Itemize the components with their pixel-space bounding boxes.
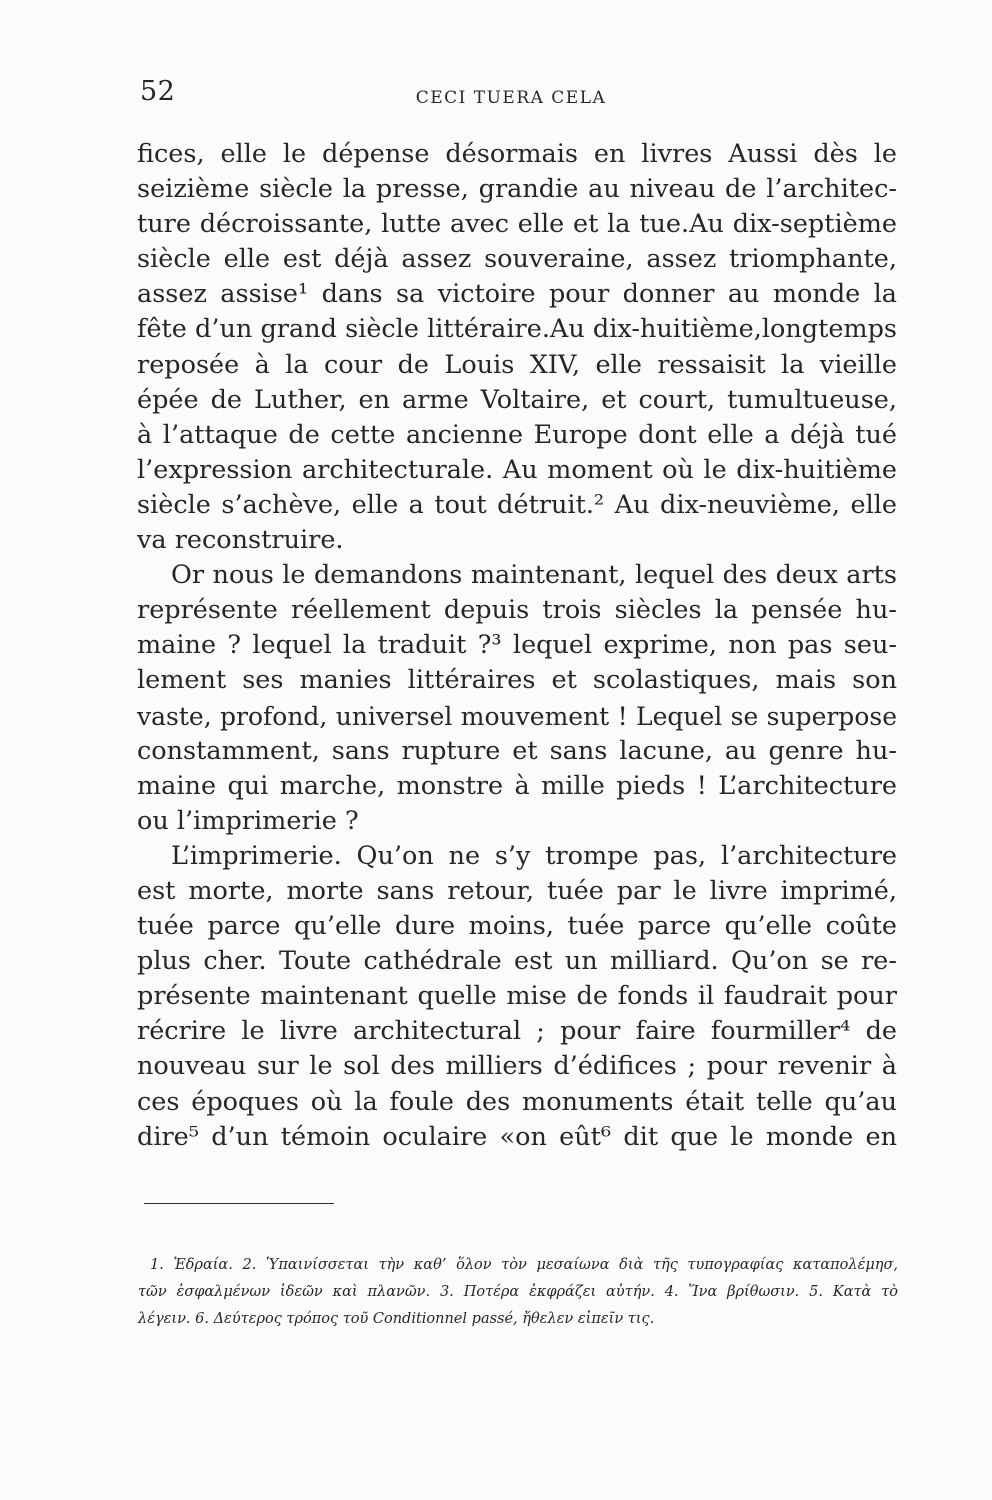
text-line: l’expression architecturale. Au moment où le dix-huitième xyxy=(137,454,897,485)
body-text xyxy=(137,137,897,1155)
text-line: va reconstruire. xyxy=(137,525,344,556)
text-line: fête d’un grand siècle littéraire.Au dix-huitième,longtemps xyxy=(137,314,897,345)
footnotes xyxy=(138,1252,898,1333)
text-line: fices, elle le dépense désormais en livres Aussi dès le xyxy=(137,139,897,169)
text-line: lement ses manies littéraires et scolastiques, mais son xyxy=(137,665,897,696)
text-line: maine ? lequel la traduit ?³ lequel exprime, non pas seu- xyxy=(137,630,897,661)
text-line: vaste, profond, universel mouvement ! Lequel se superpose xyxy=(137,701,897,731)
text-line: L’imprimerie. Qu’on ne s’y trompe pas, l’architecture xyxy=(171,840,897,871)
text-line: ces époques où la foule des monuments était telle qu’au xyxy=(137,1086,897,1117)
text-line: Or nous le demandons maintenant, lequel des deux arts xyxy=(171,560,897,591)
text-line: siècle s’achève, elle a tout détruit.² Au dix-neuvième, elle xyxy=(137,489,897,520)
footnote-separator xyxy=(144,1203,334,1204)
text-line: à l’attaque de cette ancienne Europe dont elle a déjà tué xyxy=(137,419,897,450)
text-line: présente maintenant quelle mise de fonds il faudrait pour xyxy=(137,981,897,1012)
text-line: plus cher. Toute cathédrale est un milliard. Qu’on se re- xyxy=(137,946,897,977)
text-line: dire⁵ d’un témoin oculaire «on eût⁶ dit que le monde en xyxy=(137,1121,897,1152)
text-line: récrire le livre architectural ; pour faire fourmiller⁴ de xyxy=(137,1016,897,1047)
footnote-line: λέγειν. 6. Δεύτερος τρόπος τοῦ Conditionnel passé, ἤθελεν εἰπεῖν τις. xyxy=(138,1311,655,1327)
paragraph xyxy=(137,137,897,558)
text-line: ture décroissante, lutte avec elle et la tue.Au dix-septième xyxy=(137,209,897,240)
text-line: maine qui marche, monstre à mille pieds ! L’architecture xyxy=(137,770,897,801)
text-line: ou l’imprimerie ? xyxy=(137,805,359,836)
text-line: épée de Luther, en arme Voltaire, et court, tumultueuse, xyxy=(137,384,897,415)
text-line: assez assise¹ dans sa victoire pour donner au monde la xyxy=(137,279,897,310)
running-head: CECI TUERA CELA xyxy=(415,88,607,108)
text-line: constamment, sans rupture et sans lacune, au genre hu- xyxy=(137,735,897,766)
text-line: tuée parce qu’elle dure moins, tuée parce qu’elle coûte xyxy=(137,911,897,942)
text-line: siècle elle est déjà assez souveraine, assez triomphante, xyxy=(137,244,897,275)
text-line: représente réellement depuis trois siècles la pensée hu- xyxy=(137,595,897,626)
paragraph xyxy=(137,558,897,839)
footnote-line: τῶν ἐσφαλμένων ἰδεῶν καὶ πλανῶν. 3. Ποτέρα ἐκφράζει αὐτήν. 4. Ἵνα βρίθωσιν. 5. Κατὰ τὸ xyxy=(138,1284,898,1300)
text-line: seizième siècle la presse, grandie au niveau de l’architec- xyxy=(137,174,897,205)
paragraph xyxy=(137,839,897,1155)
footnote-line: 1. Ἑδραία. 2. Ὑπαινίσσεται τὴν καθ’ ὅλον τὸν μεσαίωνα διὰ τῆς τυπογραφίας καταπολέμησ, xyxy=(150,1257,898,1273)
page-number: 52 xyxy=(140,76,176,107)
text-line: est morte, morte sans retour, tuée par le livre imprimé, xyxy=(137,875,897,906)
text-line: nouveau sur le sol des milliers d’édifices ; pour revenir à xyxy=(137,1051,897,1082)
text-line: reposée à la cour de Louis XIV, elle ressaisit la vieille xyxy=(137,349,897,380)
